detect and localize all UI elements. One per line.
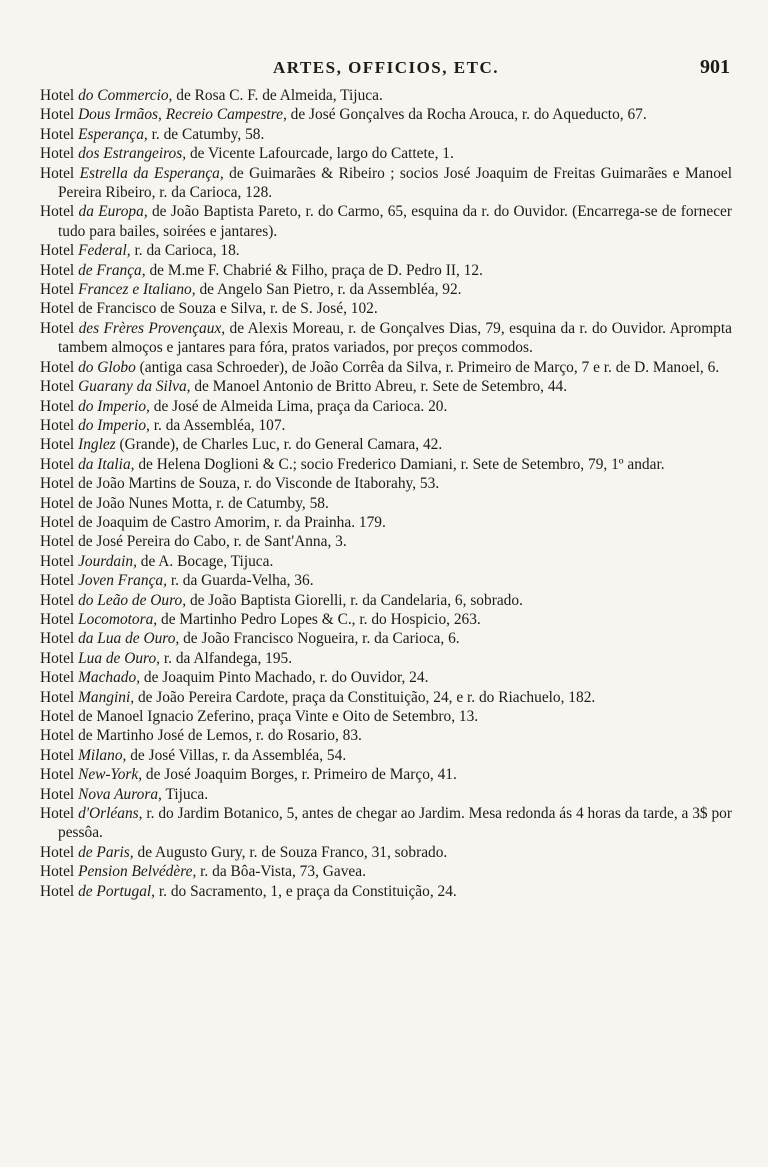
hotel-name: Milano,	[78, 746, 127, 764]
hotel-details: de Helena Doglioni & C.; socio Frederico Damiani, r. Sete de Setembro, 79, 1º andar.	[138, 455, 665, 473]
hotel-details: (antiga casa Schroeder), de João Corrêa da Silva, r. Primeiro de Março, 7 e r. de D. Manoel, 6.	[139, 358, 720, 376]
entry-keyword: Hotel	[40, 688, 75, 706]
hotel-details: de José de Almeida Lima, praça da Carioca. 20.	[153, 397, 448, 415]
entry-keyword: Hotel	[40, 669, 75, 687]
hotel-entry	[40, 513, 732, 532]
hotel-name: Esperança,	[78, 125, 148, 143]
hotel-name: Jourdain,	[78, 552, 137, 570]
hotel-entry	[40, 765, 732, 784]
hotel-name: dos Estrangeiros,	[78, 145, 187, 163]
hotel-details: de Vicente Lafourcade, largo do Cattete, 1.	[189, 145, 454, 163]
hotel-name: Joven França,	[78, 572, 167, 590]
hotel-name: Locomotora,	[78, 610, 158, 628]
directory-page	[40, 48, 732, 901]
hotel-details: de João Pereira Cardote, praça da Constituição, 24, e r. do Riachuelo, 182.	[137, 688, 596, 706]
hotel-name: d'Orléans,	[78, 805, 143, 823]
hotel-details: de João Baptista Pareto, r. do Carmo, 65, esquina da r. do Ouvidor. (Encarrega-se de fornecer tudo para bailes, soirées e jantares).	[58, 203, 732, 240]
hotel-name: Machado,	[78, 669, 141, 687]
hotel-name: do Imperio,	[78, 416, 150, 434]
entry-keyword: Hotel	[40, 87, 75, 104]
entry-keyword: Hotel	[40, 203, 75, 221]
hotel-details: r. do Jardim Botanico, 5, antes de chegar ao Jardim. Mesa redonda ás 4 horas da tarde, a 3$ por pessôa.	[58, 805, 732, 842]
entry-keyword: Hotel	[40, 475, 75, 493]
hotel-entry	[40, 707, 732, 726]
entry-keyword: Hotel	[40, 513, 75, 531]
hotel-name: Guarany da Silva,	[78, 378, 191, 396]
entry-keyword: Hotel	[40, 436, 75, 454]
entry-keyword: Hotel	[40, 242, 75, 260]
entry-keyword: Hotel	[40, 805, 75, 823]
entry-keyword: Hotel	[40, 261, 75, 279]
hotel-details: de Joaquim Pinto Machado, r. do Ouvidor, 24.	[143, 669, 429, 687]
hotel-entry	[40, 144, 732, 163]
entry-keyword: Hotel	[40, 378, 75, 396]
hotel-details: de Martinho Pedro Lopes & C., r. do Hospicio, 263.	[161, 610, 481, 628]
entry-keyword: Hotel	[40, 591, 75, 609]
hotel-entry	[40, 319, 732, 358]
hotel-name: Nova Aurora,	[78, 785, 162, 803]
entry-keyword: Hotel	[40, 455, 75, 473]
hotel-name: Federal,	[78, 242, 131, 260]
entry-keyword: Hotel	[40, 552, 75, 570]
hotel-entry	[40, 629, 732, 648]
entry-keyword: Hotel	[40, 610, 75, 628]
hotel-entry	[40, 474, 732, 493]
entry-keyword: Hotel	[40, 300, 75, 318]
hotel-name: de Paris,	[78, 843, 134, 861]
hotel-name: New-York,	[78, 766, 143, 784]
entry-keyword: Hotel	[40, 746, 75, 764]
hotel-details: de Manoel Ignacio Zeferino, praça Vinte e Oito de Setembro, 13.	[78, 708, 479, 725]
hotel-entry	[40, 435, 732, 454]
hotel-name: Francez e Italiano,	[78, 281, 196, 299]
entry-keyword: Hotel	[40, 882, 75, 900]
hotel-entry	[40, 688, 732, 707]
hotel-entry	[40, 164, 732, 203]
hotel-entry	[40, 105, 732, 124]
hotel-entry	[40, 668, 732, 687]
hotel-name: de Portugal,	[78, 882, 156, 900]
hotel-details: r. de Catumby, 58.	[151, 125, 265, 143]
hotel-name: Inglez	[78, 436, 116, 454]
hotel-name: Pension Belvédère,	[78, 863, 197, 881]
entry-keyword: Hotel	[40, 863, 75, 881]
hotel-entry	[40, 882, 732, 901]
hotel-details: de João Francisco Nogueira, r. da Carioca, 6.	[183, 630, 460, 648]
hotel-details: de Guimarães & Ribeiro ; socios José Joaquim de Freitas Guimarães e Manoel Pereira Ribeiro, r. da Carioca, 128.	[58, 164, 732, 202]
hotel-entry	[40, 261, 732, 280]
hotel-details: (Grande), de Charles Luc, r. do General Camara, 42.	[119, 436, 443, 454]
hotel-details: de Martinho José de Lemos, r. do Rosario, 83.	[78, 727, 362, 745]
hotel-entry	[40, 726, 732, 745]
hotel-entry	[40, 416, 732, 435]
hotel-name: Mangini,	[78, 688, 135, 706]
page-number: 901	[700, 56, 730, 78]
hotel-details: de M.me F. Chabrié & Filho, praça de D. Pedro II, 12.	[149, 261, 483, 279]
entry-keyword: Hotel	[40, 708, 75, 725]
entry-keyword: Hotel	[40, 319, 75, 337]
hotel-details: de José Gonçalves da Rocha Arouca, r. do Aqueducto, 67.	[290, 106, 647, 124]
hotel-name: da Italia,	[78, 455, 135, 473]
hotel-details: de Francisco de Souza e Silva, r. de S. José, 102.	[78, 300, 378, 318]
hotel-details: r. da Bôa-Vista, 73, Gavea.	[200, 863, 366, 881]
entry-keyword: Hotel	[40, 494, 75, 512]
hotel-name: da Lua de Ouro,	[78, 630, 180, 648]
hotel-entry	[40, 804, 732, 843]
entry-keyword: Hotel	[40, 164, 75, 182]
entry-keyword: Hotel	[40, 843, 75, 861]
hotel-entry	[40, 843, 732, 862]
hotel-name: des Frères Provençaux,	[78, 319, 226, 337]
hotel-entry	[40, 86, 732, 105]
entry-keyword: Hotel	[40, 785, 75, 803]
hotel-details: de José Villas, r. da Assembléa, 54.	[130, 746, 347, 764]
hotel-entry	[40, 280, 732, 299]
hotel-entry	[40, 377, 732, 396]
entry-keyword: Hotel	[40, 727, 75, 745]
hotel-name: do Leão de Ouro,	[78, 591, 187, 609]
hotel-details: de Joaquim de Castro Amorim, r. da Prainha. 179.	[78, 513, 386, 531]
hotel-entry	[40, 532, 732, 551]
hotel-name: do Imperio,	[78, 397, 150, 415]
entry-keyword: Hotel	[40, 572, 75, 590]
hotel-details: de Rosa C. F. de Almeida, Tijuca.	[176, 87, 383, 104]
hotel-entry	[40, 125, 732, 144]
hotel-name: do Globo	[78, 358, 136, 376]
entry-keyword: Hotel	[40, 125, 75, 143]
hotel-name: da Europa,	[78, 203, 148, 221]
hotel-entry	[40, 591, 732, 610]
hotel-details: r. da Assembléa, 107.	[153, 416, 286, 434]
entry-keyword: Hotel	[40, 533, 75, 551]
hotel-entry	[40, 571, 732, 590]
hotel-name: Estrella da Esperança,	[79, 164, 224, 182]
hotel-entry	[40, 610, 732, 629]
entry-keyword: Hotel	[40, 397, 75, 415]
entry-keyword: Hotel	[40, 358, 75, 376]
hotel-name: de França,	[78, 261, 146, 279]
entry-keyword: Hotel	[40, 281, 75, 299]
hotel-details: r. da Alfandega, 195.	[163, 649, 293, 667]
entry-keyword: Hotel	[40, 649, 75, 667]
hotel-details: de Augusto Gury, r. de Souza Franco, 31, sobrado.	[137, 843, 448, 861]
hotel-details: de A. Bocage, Tijuca.	[140, 552, 274, 570]
hotel-entry	[40, 397, 732, 416]
hotel-entry	[40, 455, 732, 474]
hotel-details: Tijuca.	[165, 785, 209, 803]
hotel-details: de Angelo San Pietro, r. da Assembléa, 92.	[199, 281, 462, 299]
hotel-entry	[40, 785, 732, 804]
hotel-details: r. da Guarda-Velha, 36.	[170, 572, 314, 590]
hotel-details: de José Joaquim Borges, r. Primeiro de Março, 41.	[145, 766, 457, 784]
hotel-entry	[40, 202, 732, 241]
page-header	[40, 48, 732, 86]
hotel-entry	[40, 649, 732, 668]
entry-keyword: Hotel	[40, 145, 75, 163]
hotel-entry	[40, 241, 732, 260]
hotel-details: de Alexis Moreau, r. de Gonçalves Dias, 79, esquina da r. do Ouvidor. Aprompta tambem almoços e jantares para fóra, pratos variados, por preços commodos.	[58, 319, 732, 357]
section-title: ARTES, OFFICIOS, ETC.	[273, 58, 499, 77]
hotel-details: de José Pereira do Cabo, r. de Sant'Anna, 3.	[78, 533, 347, 551]
hotel-details: r. da Carioca, 18.	[134, 242, 240, 260]
entry-keyword: Hotel	[40, 106, 75, 124]
entry-keyword: Hotel	[40, 630, 75, 648]
hotel-name: Lua de Ouro,	[78, 649, 161, 667]
entry-keyword: Hotel	[40, 766, 75, 784]
hotel-entry	[40, 552, 732, 571]
entry-keyword: Hotel	[40, 416, 75, 434]
hotel-details: de João Baptista Giorelli, r. da Candelaria, 6, sobrado.	[189, 591, 523, 609]
hotel-details: de João Martins de Souza, r. do Visconde de Itaborahy, 53.	[78, 475, 440, 493]
hotel-entry	[40, 494, 732, 513]
hotel-name: do Commercio,	[78, 87, 173, 104]
hotel-details: de João Nunes Motta, r. de Catumby, 58.	[78, 494, 329, 512]
hotel-listing	[40, 86, 732, 901]
hotel-name: Dous Irmãos, Recreio Campestre,	[78, 106, 287, 124]
hotel-details: r. do Sacramento, 1, e praça da Constituição, 24.	[158, 882, 457, 900]
hotel-details: de Manoel Antonio de Britto Abreu, r. Sete de Setembro, 44.	[194, 378, 568, 396]
hotel-entry	[40, 299, 732, 318]
hotel-entry	[40, 746, 732, 765]
hotel-entry	[40, 862, 732, 881]
hotel-entry	[40, 358, 732, 377]
